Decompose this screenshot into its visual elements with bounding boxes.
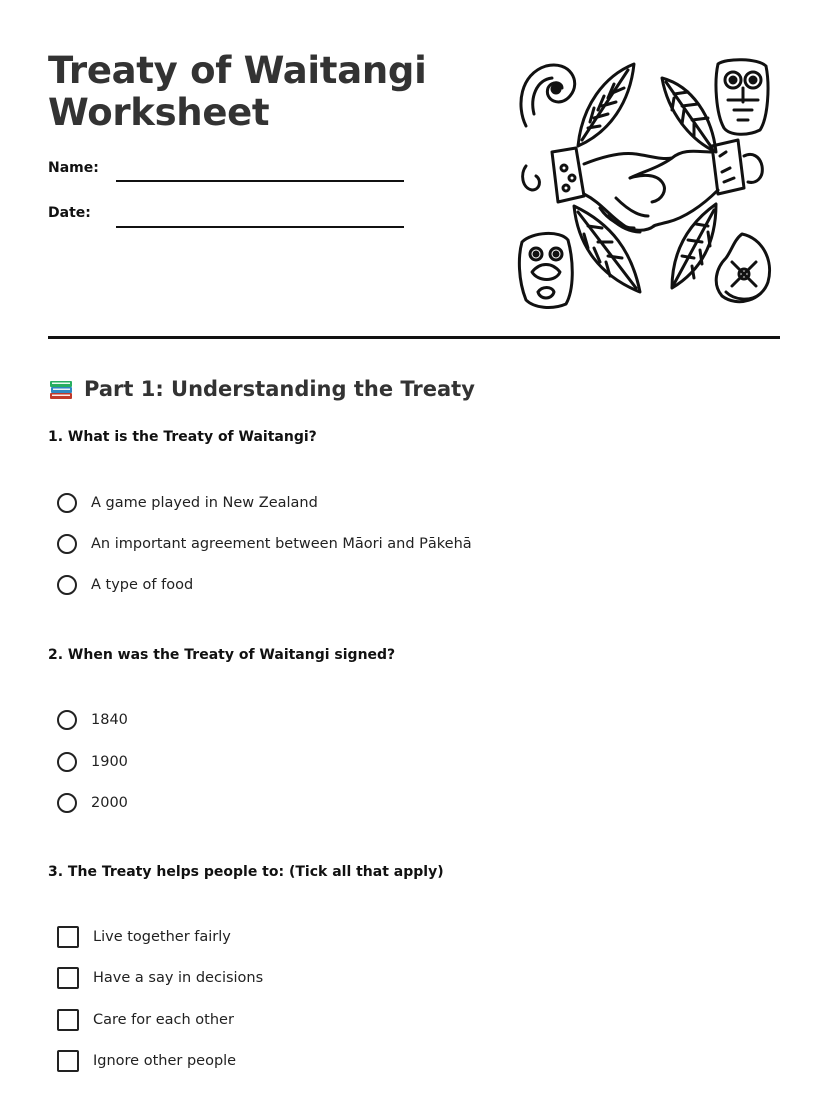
radio-button[interactable]: [57, 793, 77, 813]
title-line-1: Treaty of Waitangi: [48, 49, 427, 92]
checkbox[interactable]: [57, 1050, 79, 1072]
question-3: 3. The Treaty helps people to: (Tick all that apply): [48, 864, 444, 880]
koru-icon: [521, 65, 575, 126]
fern-leaf-icon: [672, 204, 716, 288]
radio-button[interactable]: [57, 493, 77, 513]
question-1-option-3[interactable]: [57, 572, 193, 598]
name-label: Name:: [48, 160, 99, 176]
question-2-option-2[interactable]: [57, 749, 128, 775]
radio-button[interactable]: [57, 534, 77, 554]
option-label: An important agreement between Māori and Pākehā: [91, 536, 472, 552]
date-label: Date:: [48, 205, 91, 221]
worksheet-title: [48, 50, 488, 134]
name-field[interactable]: [116, 180, 404, 182]
option-label: Care for each other: [93, 1012, 234, 1028]
title-line-2: Worksheet: [48, 91, 270, 134]
fern-leaf-icon: [662, 78, 716, 152]
option-label: 1900: [91, 754, 128, 770]
radio-button[interactable]: [57, 710, 77, 730]
option-label: 1840: [91, 712, 128, 728]
option-label: 2000: [91, 795, 128, 811]
handshake-icon: [523, 140, 763, 232]
date-field[interactable]: [116, 226, 404, 228]
part-1-heading: [48, 374, 475, 404]
tiki-face-icon: [716, 60, 768, 135]
option-label: A game played in New Zealand: [91, 495, 318, 511]
question-2-option-3[interactable]: [57, 790, 128, 816]
question-2: 2. When was the Treaty of Waitangi signed?: [48, 647, 396, 663]
fern-leaf-icon: [574, 206, 640, 292]
question-1: 1. What is the Treaty of Waitangi?: [48, 429, 317, 445]
question-3-option-4[interactable]: [57, 1048, 236, 1074]
question-1-option-1[interactable]: [57, 490, 318, 516]
option-label: Have a say in decisions: [93, 970, 264, 986]
handshake-illustration: [512, 56, 774, 310]
books-icon: [48, 376, 74, 402]
carved-figure-icon: [519, 233, 572, 307]
question-3-option-1[interactable]: [57, 924, 231, 950]
option-label: Ignore other people: [93, 1053, 237, 1069]
radio-button[interactable]: [57, 752, 77, 772]
option-label: A type of food: [91, 577, 194, 593]
option-label: Live together fairly: [93, 929, 231, 945]
checkbox[interactable]: [57, 967, 79, 989]
fern-leaf-icon: [578, 64, 634, 146]
section-divider: [48, 336, 780, 339]
question-2-option-1[interactable]: [57, 707, 128, 733]
checkbox[interactable]: [57, 926, 79, 948]
question-3-option-2[interactable]: [57, 965, 263, 991]
part-1-title: Part 1: Understanding the Treaty: [84, 377, 475, 401]
checkbox[interactable]: [57, 1009, 79, 1031]
radio-button[interactable]: [57, 575, 77, 595]
carved-pendant-icon: [716, 234, 769, 302]
question-3-option-3[interactable]: [57, 1007, 234, 1033]
question-1-option-2[interactable]: [57, 531, 472, 557]
